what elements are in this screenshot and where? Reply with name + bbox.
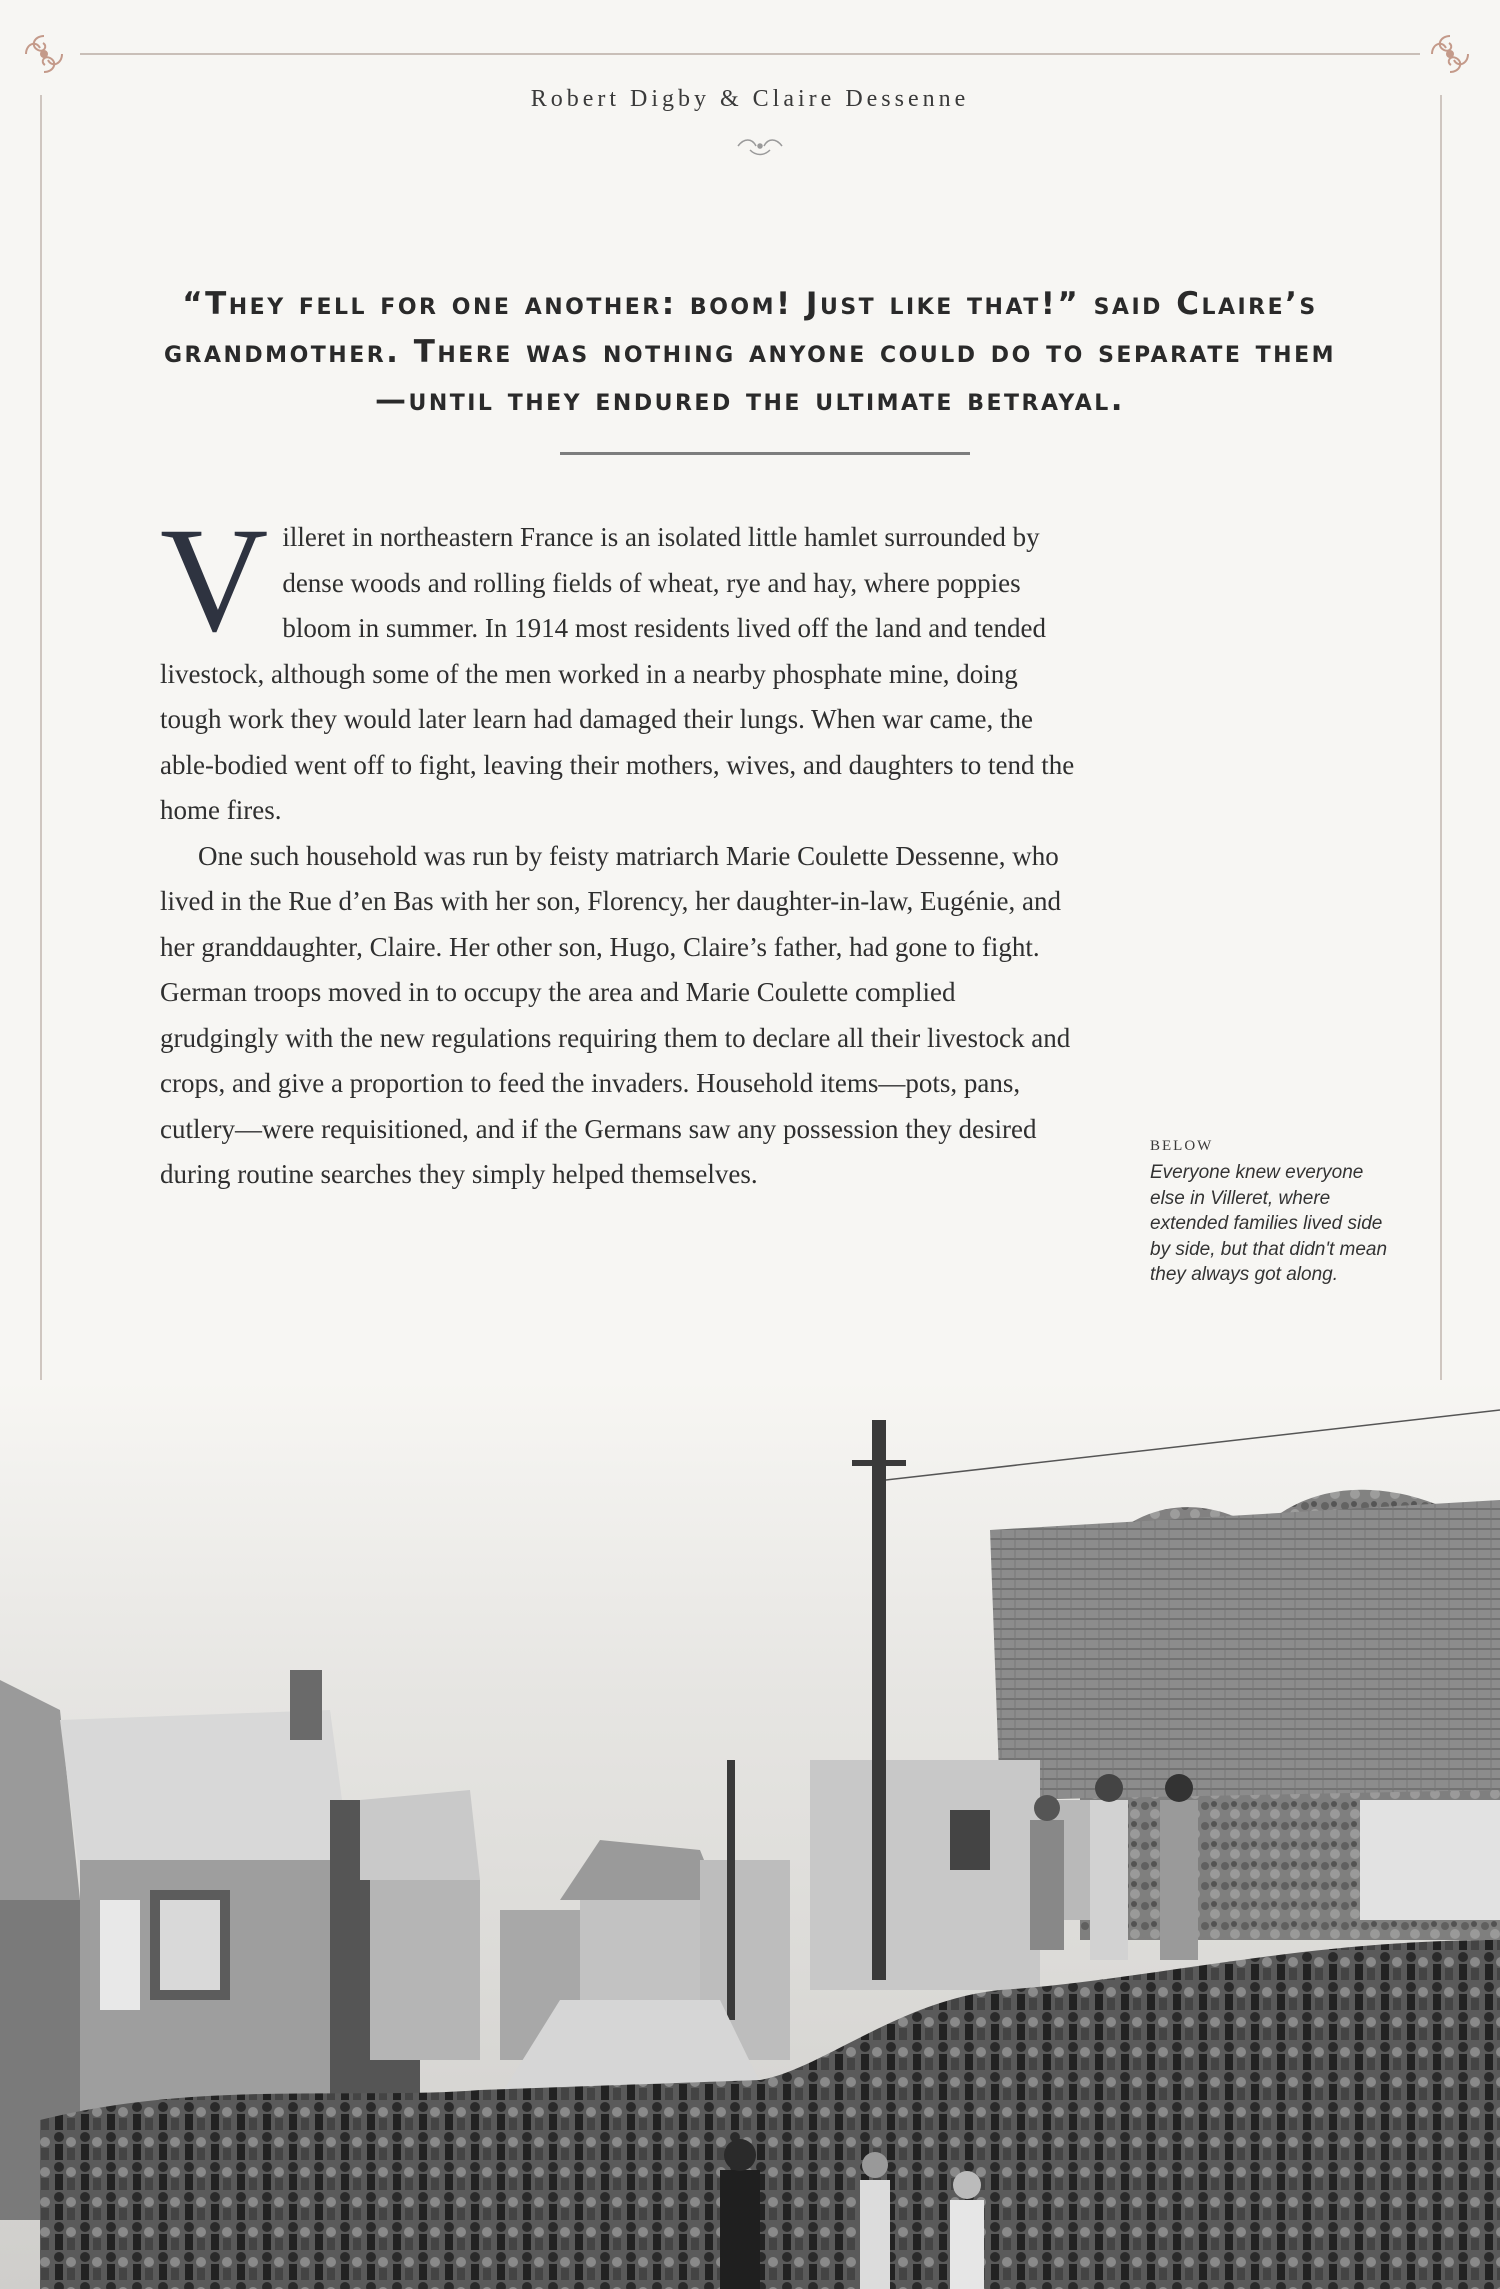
- paragraph: [160, 497, 1080, 834]
- article-body: [160, 497, 1080, 1198]
- photo-caption: Everyone knew everyone else in Villeret, where extended families lived side by side, but that didn't mean they always got along.: [1150, 1162, 1388, 1285]
- corner-ornament-icon: [1420, 24, 1480, 84]
- right-border-rule: [1440, 95, 1442, 1425]
- top-border-rule: [80, 53, 1420, 55]
- caption-label: BELOW: [1150, 1138, 1214, 1154]
- deck-divider: [560, 452, 970, 455]
- flourish-icon: [730, 134, 790, 158]
- corner-ornament-icon: [14, 24, 74, 84]
- running-head: Robert Digby & Claire Dessenne: [530, 86, 970, 112]
- village-photograph: [0, 1380, 1500, 2289]
- paragraph-text: illeret in northeastern France is an isolated little hamlet surrounded by dense woods and rolling fields of wheat, rye and hay, where poppies bloom in summer. In 1914 most residents lived off the land and tended livestock, although some of the men worked in a nearby phosphate mine, doing tough work they would later learn had damaged their lungs. When war came, the able-bodied went off to fight, leaving their mothers, wives, and daughters to tend the home fires.: [160, 522, 1075, 825]
- paragraph: One such household was run by feisty matriarch Marie Coulette Dessenne, who lived in the Rue d’en Bas with her son, Florency, her daughter-in-law, Eugénie, and her granddaughter, Claire. Her other son, Hugo, Claire’s father, had gone to fight. German troops moved in to occupy the area and Marie Coulette complied grudgingly with the new regulations requiring them to declare all their livestock and crops, and give a proportion to feed the invaders. Household items—pots, pans, cutlery—were requisitioned, and if the Germans saw any possession they desired during routine searches they simply helped themselves.: [160, 840, 1071, 1189]
- left-border-rule: [40, 95, 42, 1425]
- pull-quote-deck: “They fell for one another: boom! Just like that!” said Claire’s grandmother. There was nothing anyone could do to separate them—until they endured the ultimate betrayal.: [163, 286, 1336, 418]
- drop-cap: V: [160, 497, 269, 663]
